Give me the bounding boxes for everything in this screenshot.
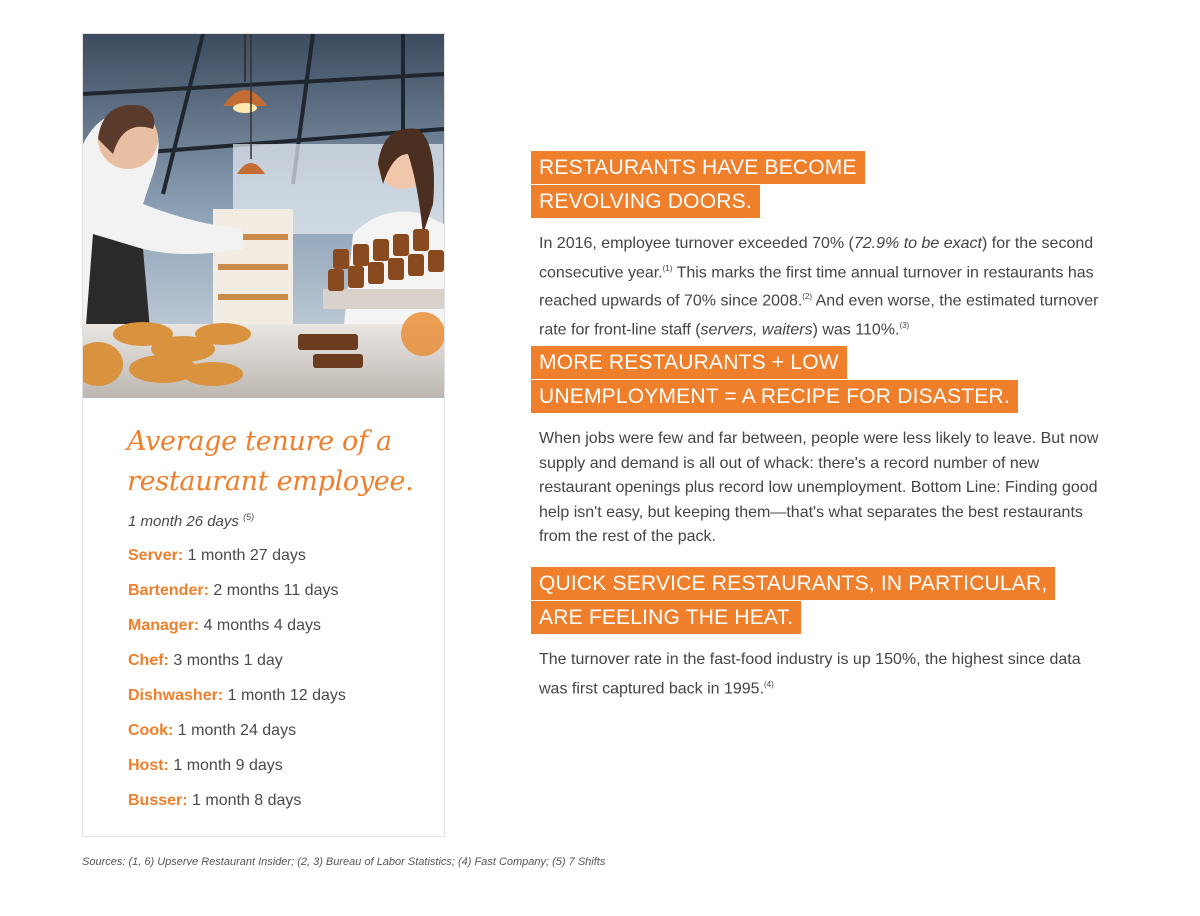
footnote-ref: (3)	[899, 321, 910, 331]
role-label: Server:	[128, 547, 184, 564]
tenure-title-line1: Average tenure of a	[127, 426, 392, 457]
heading-line: UNEMPLOYMENT = A RECIPE FOR DISASTER.	[531, 380, 1018, 413]
sources-footnote: Sources: (1, 6) Upserve Restaurant Insider; (2, 3) Bureau of Labor Statistics; (4) Fast Company; (5) 7 Shifts	[82, 856, 606, 868]
role-value: 4 months 4 days	[203, 617, 321, 634]
footnote-ref: (1)	[662, 263, 673, 273]
section-heading-recipe-for-disaster	[531, 346, 1018, 414]
role-value: 1 month 12 days	[227, 687, 346, 704]
tenure-card	[82, 33, 445, 837]
role-value: 1 month 27 days	[187, 547, 306, 564]
average-tenure	[128, 512, 254, 530]
role-label: Dishwasher:	[128, 687, 224, 704]
role-label: Busser:	[128, 792, 188, 809]
paragraph-text: The turnover rate in the fast-food industry is up 150%, the highest since data was first captured back in 1995.	[539, 651, 1081, 697]
heading-line: REVOLVING DOORS.	[531, 185, 760, 218]
bakery-photo	[83, 34, 444, 398]
average-tenure-value: 1 month 26 days	[128, 513, 239, 530]
role-value: 1 month 8 days	[192, 792, 302, 809]
section-paragraph-recipe-for-disaster: When jobs were few and far between, people were less likely to leave. But now supply and demand is all out of whack: there's a record number of new restaurant openings plus record low unemployment. Bottom Line: Finding good help isn't easy, but keeping them—that's what separates the best restaurants from the rest of the pack.	[539, 430, 1099, 545]
list-item	[128, 686, 346, 721]
paragraph-text: In 2016, employee turnover exceeded 70% (	[539, 235, 854, 252]
role-tenure-list	[128, 546, 346, 826]
role-label: Host:	[128, 757, 169, 774]
role-label: Bartender:	[128, 582, 209, 599]
heading-line: ARE FEELING THE HEAT.	[531, 601, 801, 634]
role-value: 1 month 9 days	[173, 757, 283, 774]
heading-line: RESTAURANTS HAVE BECOME	[531, 151, 865, 184]
list-item	[128, 721, 346, 756]
section-paragraph-revolving-doors	[539, 232, 1109, 343]
list-item	[128, 791, 346, 826]
tenure-title	[127, 422, 427, 502]
list-item	[128, 616, 346, 651]
paragraph-text: And even worse, the estimated turnover rate for front-line staff (	[539, 292, 1099, 339]
paragraph-emphasis: 72.9% to be exact	[853, 235, 982, 252]
role-value: 2 months 11 days	[213, 582, 339, 599]
section-heading-revolving-doors	[531, 151, 865, 219]
list-item	[128, 546, 346, 581]
role-label: Cook:	[128, 722, 174, 739]
paragraph-text: This marks the first time annual turnover in restaurants has reached upwards of 70% since 2008.	[539, 263, 1094, 310]
heading-line: MORE RESTAURANTS + LOW	[531, 346, 847, 379]
list-item	[128, 756, 346, 791]
list-item	[128, 651, 346, 686]
heading-line: QUICK SERVICE RESTAURANTS, IN PARTICULAR,	[531, 567, 1055, 600]
paragraph-text: ) was 110%.	[812, 321, 900, 339]
role-value: 3 months 1 day	[173, 652, 283, 669]
role-value: 1 month 24 days	[177, 722, 297, 739]
bakery-photo-illustration	[83, 34, 444, 398]
section-paragraph-feeling-the-heat	[539, 648, 1109, 701]
role-label: Manager:	[128, 617, 200, 634]
tenure-title-line2: restaurant employee.	[127, 466, 414, 497]
list-item	[128, 581, 346, 616]
footnote-ref: (2)	[802, 292, 813, 302]
role-label: Chef:	[128, 652, 169, 669]
paragraph-emphasis: servers, waiters	[700, 321, 813, 339]
average-tenure-ref: (5)	[243, 512, 255, 522]
footnote-ref: (4)	[764, 679, 774, 689]
section-heading-feeling-the-heat	[531, 567, 1055, 635]
paragraph-text: ) for the second consecutive year.	[539, 235, 1094, 281]
